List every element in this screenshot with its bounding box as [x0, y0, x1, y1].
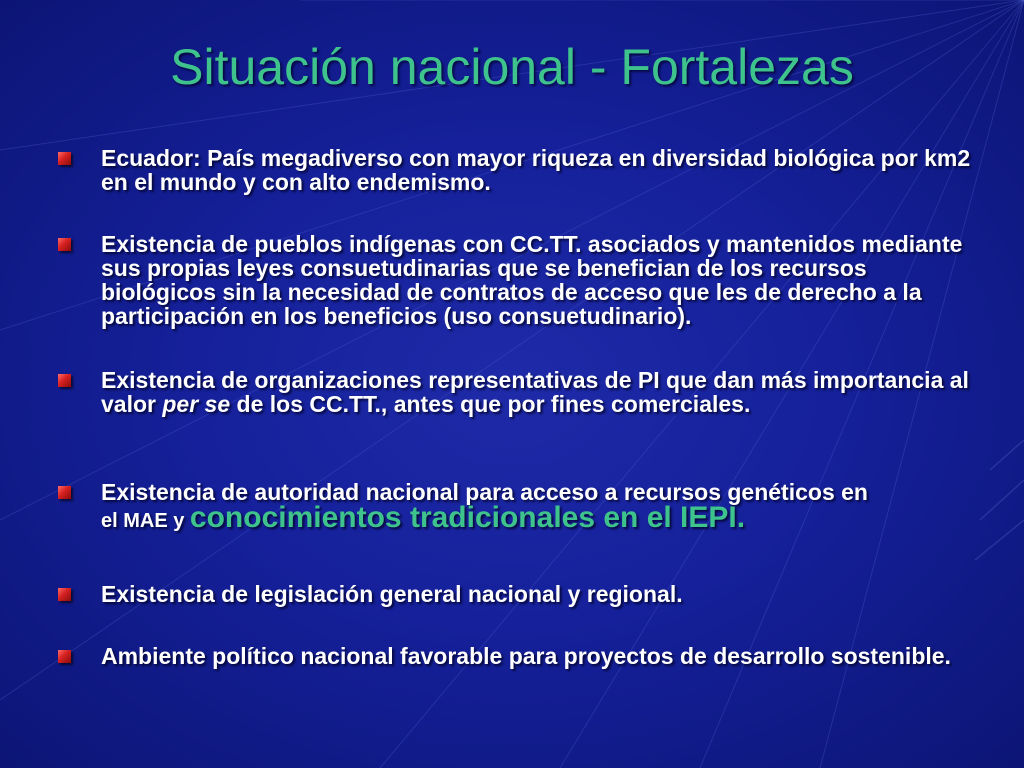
square-bullet-icon: [58, 238, 71, 251]
bullet-text: Ambiente político nacional favorable para proyectos de desarrollo sostenible.: [101, 643, 951, 669]
bullet-text: [101, 480, 971, 533]
square-bullet-icon: [58, 650, 71, 663]
highlighted-phrase: conocimientos tradicionales en el IEPI.: [189, 501, 746, 534]
bullet-text: Existencia de legislación general nacional y regional.: [101, 581, 683, 607]
bullet-text: Existencia de pueblos indígenas con CC.TT. asociados y mantenidos mediante sus propias leyes consuetudinarias que se benefician de los recursos biológicos sin la necesidad de contratos de acceso que les de derecho a la participación en los beneficios (uso consuetudinario).: [101, 231, 963, 329]
bullet-text-part: Existencia de autoridad nacional para acceso a recursos genéticos en: [101, 479, 868, 505]
bullet-text: [101, 368, 971, 416]
bullet-text-part: el MAE y: [101, 510, 190, 532]
italic-phrase: per se: [162, 391, 231, 417]
bullet-text-part: de los CC.TT., antes que por fines comerciales.: [230, 391, 751, 417]
square-bullet-icon: [58, 152, 71, 165]
square-bullet-icon: [58, 374, 71, 387]
slide-title: Situación nacional - Fortalezas: [170, 39, 854, 95]
bullet-text: Ecuador: País megadiverso con mayor riqueza en diversidad biológica por km2 en el mundo y con alto endemismo.: [101, 145, 971, 195]
square-bullet-icon: [58, 486, 71, 499]
square-bullet-icon: [58, 588, 71, 601]
bullet-text-part: Existencia de organizaciones representativas de PI que dan más importancia al valor: [101, 367, 969, 417]
